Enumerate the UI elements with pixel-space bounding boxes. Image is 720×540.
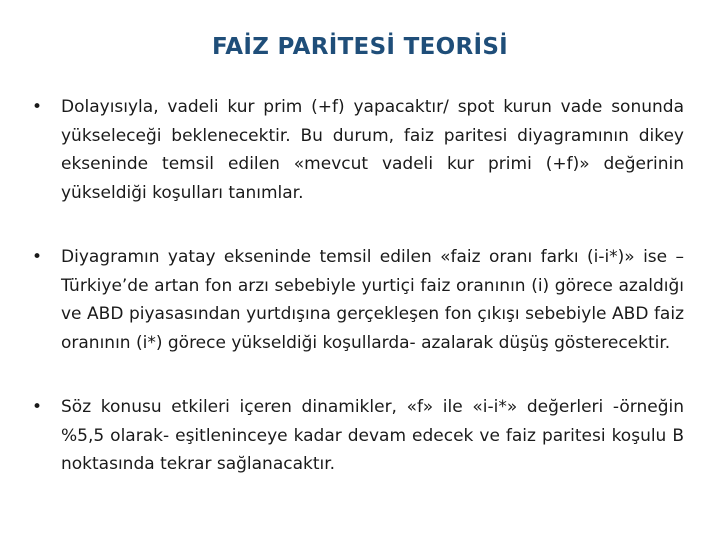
bullet-marker: • xyxy=(32,397,43,417)
bullet-marker: • xyxy=(32,97,43,117)
bullet-item-3 xyxy=(32,393,684,479)
bullet-item-1 xyxy=(32,93,684,207)
bullet-item-2 xyxy=(32,243,684,357)
bullet-text-2: Diyagramın yatay ekseninde temsil edilen «faiz oranı farkı (i-i*)» ise –Türkiye’de artan fon arzı sebebiyle yurtiçi faiz oranının (i) görece azaldığı ve ABD piyasasından yurtdışına gerçekleşen fon çıkışı sebebiyle ABD faiz oranının (i*) görece yükseldiği koşullarda- azalarak düşüş gösterecektir. xyxy=(61,247,684,353)
bullet-text-1: Dolayısıyla, vadeli kur prim (+f) yapacaktır/ spot kurun vade sonunda yükseleceği beklenecektir. Bu durum, faiz paritesi diyagramının dikey ekseninde temsil edilen «mevcut vadeli kur primi (+f)» değerinin yükseldiği koşulları tanımlar. xyxy=(61,97,684,203)
bullet-list xyxy=(32,93,684,479)
slide-title: FAİZ PARİTESİ TEORİSİ xyxy=(211,34,509,60)
bullet-text-3: Söz konusu etkileri içeren dinamikler, «f» ile «i-i*» değerleri -örneğin %5,5 olarak- eşitleninceye kadar devam edecek ve faiz paritesi koşulu B noktasında tekrar sağlanacaktır. xyxy=(61,397,684,474)
bullet-marker: • xyxy=(32,247,43,267)
